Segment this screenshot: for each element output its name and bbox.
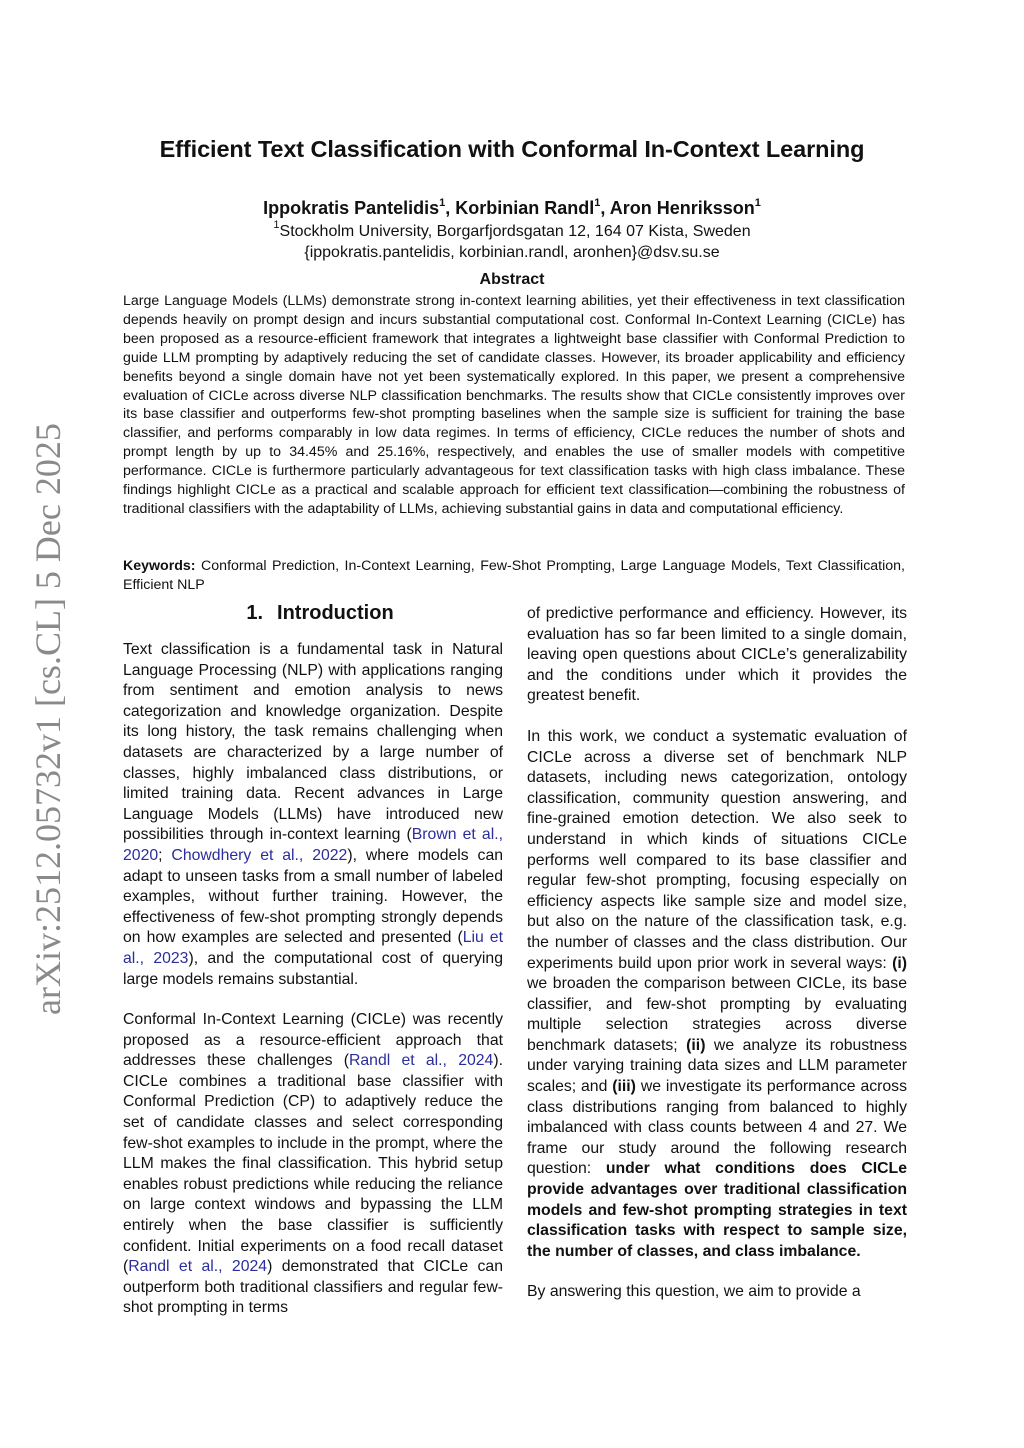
right-column — [527, 604, 907, 1323]
arxiv-identifier: arXiv:2512.05732v1 [cs.CL] 5 Dec 2025 — [28, 423, 68, 1015]
author-list: Ippokratis Pantelidis$^1$, Korbinian Randl$^1$, Aron Henriksson$^1$ — [263, 197, 761, 218]
paragraph: of predictive performance and efficiency. However, its evaluation has so far been limited to a single domain, leaving open questions about CICLe’s generalizability and the conditions under which it provides the greatest benefit. — [527, 605, 907, 705]
affiliation-mark: 1 — [273, 219, 280, 231]
section-title: Introduction — [277, 602, 394, 624]
author-affiliation-mark: 1 — [754, 197, 761, 209]
keywords-label: Keywords: — [123, 558, 196, 574]
author-name: Ippokratis Pantelidis — [263, 198, 440, 218]
affiliation-text: Stockholm University, Borgarfjordsgatan 12, 164 07 Kista, Sweden — [279, 223, 751, 240]
citation-link[interactable] — [128, 1258, 267, 1275]
citation-authors: Randl et al., — [348, 1052, 447, 1070]
citation-year: 2023 — [153, 949, 189, 967]
text-run: ). CICLe combines a traditional base classifier with Conformal Prediction (CP) to adaptively reduce the set of candidate classes and select corresponding few-shot examples to include in the prompt, where the LLM makes the final classification. This hybrid setup enables robust predictions while reducing the reliance on large context windows and bypassing the LLM entirely when the base classifier is sufficiently confident. Initial experiments on a food recall dataset ( — [123, 1052, 503, 1276]
section-heading — [123, 602, 503, 624]
citation-authors: Randl et al., — [128, 1258, 223, 1276]
text-run: ; — [158, 846, 172, 864]
text-run: In this work, we conduct a systematic evaluation of CICLe across a diverse set of benchmark NLP datasets, including news categorization, ontology classification, community question answering, and fine-grained emotion detection. We also seek to understand in which kinds of situations CICLe performs well compared to its base classifier and regular few-shot prompting, focusing especially on efficiency aspects like sample size and model size, but also on the nature of the classification task, e.g. the number of classes and the class distribution. Our experiments build upon prior work in several ways: — [527, 727, 907, 972]
citation-year: 2024 — [231, 1258, 268, 1276]
paragraph — [123, 1010, 503, 1319]
abstract-heading: Abstract — [479, 271, 545, 288]
text-run: Text classification is a fundamental task in Natural Language Processing (NLP) with applications ranging from sentiment and emotion analysis to news categorization and knowledge organization. Despite its long history, the task remains challenging when datasets are characterized by a large number of classes, highly imbalanced class distributions, or limited training data. Recent advances in Large Language Models (LLMs) have introduced new possibilities through in-context learning ( — [123, 641, 503, 844]
citation-authors: Brown et al., — [411, 826, 503, 844]
affiliation — [0, 219, 1024, 241]
keywords — [123, 557, 905, 595]
citation-year: 2024 — [458, 1052, 494, 1070]
section-number: 1. — [246, 602, 264, 624]
text-run: we broaden the comparison between CICLe, its base classifier, and few-shot prompting by evaluating multiple selection strategies across diverse benchmark datasets; — [527, 975, 907, 1054]
text-run: we investigate its performance across class distributions ranging from balanced to highly imbalanced with class counts between 4 and 27. We frame our study around the following research question: — [527, 1078, 907, 1178]
text-run: ) demonstrated that CICLe can outperform both traditional classifiers and regular few-shot prompting in terms — [123, 1258, 503, 1317]
citation-year: 2022 — [312, 846, 348, 864]
text-run: ), where models can adapt to unseen tasks from a small number of labeled examples, without further training. However, the effectiveness of few-shot prompting strongly depends on how examples are selected and presented ( — [123, 846, 504, 947]
paragraph: By answering this question, we aim to provide a — [527, 1283, 861, 1301]
left-column — [123, 602, 503, 1339]
paragraph — [123, 640, 503, 990]
author-name: Korbinian Randl — [455, 198, 595, 218]
citation-link[interactable] — [171, 847, 347, 864]
citation-year: 2020 — [123, 846, 159, 864]
author-emails: {ippokratis.pantelidis, korbinian.randl, aronhen}@dsv.su.se — [304, 244, 720, 261]
text-run: Conformal In-Context Learning (CICLe) was recently proposed as a resource-efficient approach that addresses these challenges ( — [123, 1011, 503, 1070]
list-marker: (iii) — [612, 1078, 636, 1096]
author-name: Aron Henriksson — [609, 198, 755, 218]
research-question: under what conditions does CICLe provide advantages over traditional classification models and few-shot prompting strategies in text classification tasks with respect to sample size, the number of classes, and class imbalance. — [527, 1160, 907, 1260]
paragraph — [527, 727, 907, 1262]
keywords-list: Conformal Prediction, In-Context Learning, Few-Shot Prompting, Large Language Models, Text Classification, Efficient NLP — [123, 558, 905, 593]
list-marker: (ii) — [686, 1036, 706, 1054]
citation-link[interactable] — [349, 1052, 493, 1069]
citation-authors: Liu et al., — [123, 929, 503, 967]
abstract-text: Large Language Models (LLMs) demonstrate strong in-context learning abilities, yet their effectiveness in text classification depends heavily on prompt design and incurs substantial computational cost. Conformal In-Context Learning (CICLe) has been proposed as a resource-efficient framework that integrates a lightweight base classifier with Conformal Prediction to guide LLM prompting by adaptively reducing the set of candidate classes. However, its broader applicability and efficiency benefits beyond a single domain have not yet been systematically explored. In this paper, we present a comprehensive evaluation of CICLe across diverse NLP classification benchmarks. The results show that CICLe consistently improves over its base classifier and outperforms few-shot prompting baselines when the sample size is sufficient for training the base classifier, and performs comparably in low data regimes. In terms of efficiency, CICLe reduces the number of shots and prompt length by up to 34.45% and 25.16%, respectively, and enables the use of smaller models with competitive performance. CICLe is furthermore particularly advantageous for text classification tasks with high class imbalance. These findings highlight CICLe as a practical and scalable approach for efficient text classification—combining the robustness of traditional classifiers with the adaptability of LLMs, achieving substantial gains in data and computational efficiency. — [123, 293, 905, 517]
paper-title: Efficient Text Classification with Conformal In-Context Learning — [159, 136, 865, 162]
list-marker: (i) — [892, 954, 907, 972]
author-affiliation-mark: 1 — [594, 197, 601, 209]
text-run: ), and the computational cost of querying large models remains substantial. — [123, 949, 503, 988]
text-run: we analyze its robustness under varying training data sizes and LLM parameter scales; and — [527, 1036, 907, 1096]
author-affiliation-mark: 1 — [439, 197, 446, 209]
citation-authors: Chowdhery et al., — [171, 846, 304, 864]
